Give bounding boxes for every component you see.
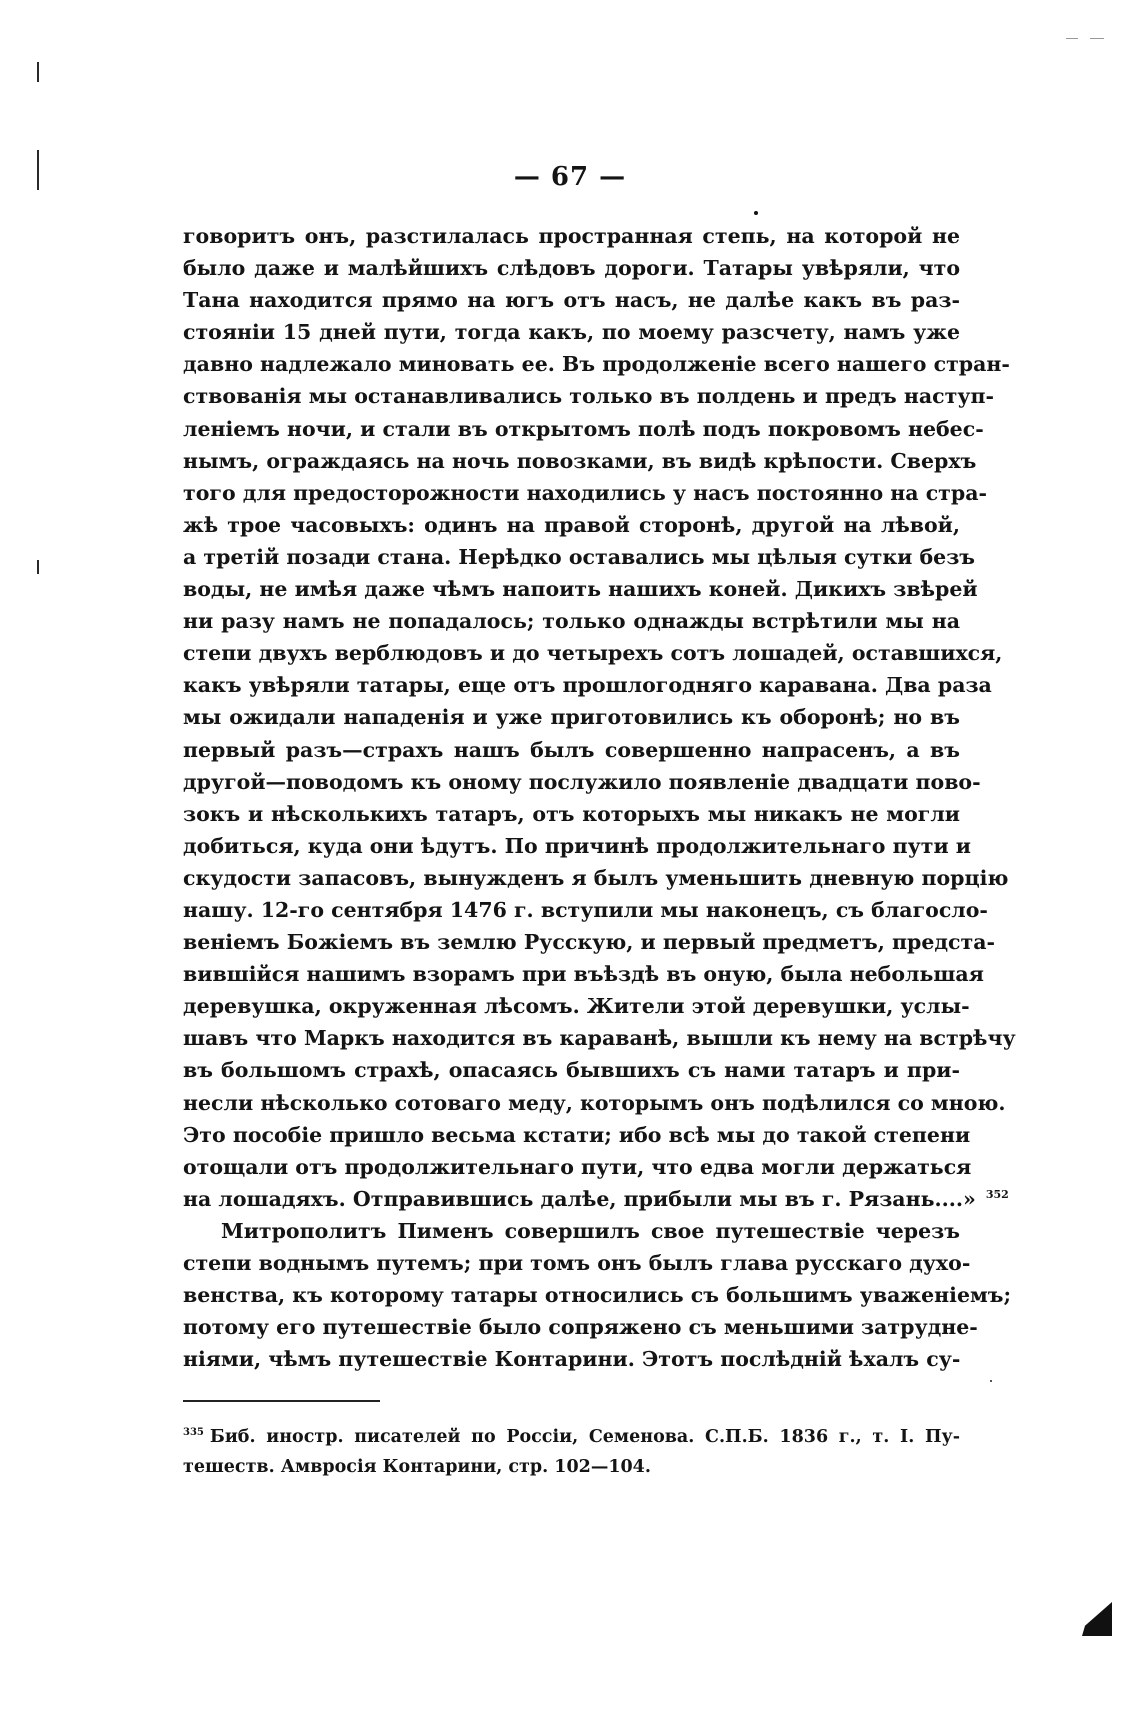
text-line: нымъ, ограждаясь на ночь повозками, въ видѣ крѣпости. Сверхъ bbox=[183, 448, 977, 473]
text-line: было даже и малѣйшихъ слѣдовъ дороги. Татары увѣряли, что bbox=[183, 256, 960, 281]
scan-edge-mark bbox=[1066, 38, 1078, 39]
text-line: степи двухъ верблюдовъ и до четырехъ сотъ лошадей, оставшихся, bbox=[183, 641, 1003, 666]
text-line: другой—поводомъ къ оному послужило появленіе двадцати пово- bbox=[183, 769, 981, 794]
text-line: а третій позади стана. Нерѣдко оставались мы цѣлыя сутки безъ bbox=[183, 544, 976, 569]
scan-edge-mark bbox=[37, 62, 39, 82]
scan-speck bbox=[754, 211, 758, 215]
page-corner-mark bbox=[1082, 1602, 1112, 1636]
text-line: говоритъ онъ, разстилалась пространная степь, на которой не bbox=[183, 224, 960, 248]
text-line: нашу. 12-го сентября 1476 г. вступили мы наконецъ, съ благосло- bbox=[183, 897, 988, 922]
main-text bbox=[183, 220, 1016, 1375]
text-line: скудости запасовъ, вынужденъ я былъ уменьшить дневную порцію bbox=[183, 865, 1009, 890]
text-line: Это пособіе пришло весьма кстати; ибо всѣ мы до такой степени bbox=[183, 1122, 971, 1147]
paragraph-line: потому его путешествіе было сопряжено съ меньшими затрудне- bbox=[183, 1315, 978, 1340]
text-line: мы ожидали нападенія и уже приготовились къ оборонѣ; но въ bbox=[183, 705, 960, 730]
scan-speck bbox=[990, 1380, 992, 1382]
text-line: какъ увѣряли татары, еще отъ прошлогодняго каравана. Два раза bbox=[183, 673, 992, 698]
paragraph-line: ніями, чѣмъ путешествіе Контарини. Этотъ послѣдній ѣхалъ су- bbox=[183, 1347, 961, 1372]
footnote-divider bbox=[183, 1400, 380, 1402]
footnote bbox=[183, 1422, 960, 1482]
footnote-line bbox=[183, 1422, 960, 1452]
paragraph-line: венства, къ которому татары относились съ большимъ уваженіемъ; bbox=[183, 1283, 1012, 1308]
paragraph-line: степи воднымъ путемъ; при томъ онъ былъ глава русскаго духо- bbox=[183, 1251, 971, 1275]
text-line: въ большомъ страхѣ, опасаясь бывшихъ съ нами татаръ и при- bbox=[183, 1058, 960, 1083]
text-line: первый разъ—страхъ нашъ былъ совершенно напрасенъ, а въ bbox=[183, 737, 960, 762]
text-line: добиться, куда они ѣдутъ. По причинѣ продолжительнаго пути и bbox=[183, 833, 971, 858]
text-line: давно надлежало миновать ее. Въ продолженіе всего нашего стран- bbox=[183, 352, 1010, 377]
text-line: леніемъ ночи, и стали въ открытомъ полѣ подъ покровомъ небес- bbox=[183, 416, 984, 441]
text-line: отощали отъ продолжительнаго пути, что едва могли держаться bbox=[183, 1154, 972, 1179]
text-line: воды, не имѣя даже чѣмъ напоить нашихъ коней. Дикихъ звѣрей bbox=[183, 577, 978, 602]
text-line: несли нѣсколько сотоваго меду, которымъ онъ подѣлился со мною. bbox=[183, 1090, 1006, 1115]
text-line: вившійся нашимъ взорамъ при въѣздѣ въ оную, была небольшая bbox=[183, 962, 984, 987]
text-line: ни разу намъ не попадалось; только однажды встрѣтили мы на bbox=[183, 609, 960, 634]
scan-edge-mark bbox=[1090, 38, 1104, 39]
paragraph-line: Митрополитъ Пименъ совершилъ свое путешествіе черезъ bbox=[221, 1218, 960, 1243]
footnote-line: тешеств. Амвросія Контарини, стр. 102—104. bbox=[183, 1457, 651, 1477]
text-line: стояніи 15 дней пути, тогда какъ, по моему разсчету, намъ уже bbox=[183, 320, 960, 345]
text-line: жѣ трое часовыхъ: одинъ на правой сторонѣ, другой на лѣвой, bbox=[183, 512, 960, 537]
text-line: того для предосторожности находились у насъ постоянно на стра- bbox=[183, 480, 988, 505]
footnote-reference: 352 bbox=[985, 1187, 1009, 1201]
text-line: Тана находится прямо на югъ отъ насъ, не далѣе какъ въ раз- bbox=[183, 288, 960, 313]
footnote-text: Биб. иностр. писателей по Россіи, Семенова. С.П.Б. 1836 г., т. I. Пу- bbox=[209, 1427, 960, 1447]
page-number: — 67 — bbox=[513, 162, 627, 192]
scan-edge-mark bbox=[37, 560, 39, 574]
text-line: деревушка, окруженная лѣсомъ. Жители этой деревушки, услы- bbox=[183, 994, 970, 1019]
text-line-with-note bbox=[183, 1183, 1009, 1215]
text-line: на лошадяхъ. Отправившись далѣе, прибыли мы въ г. Рязань....» bbox=[183, 1186, 976, 1211]
text-line: зокъ и нѣсколькихъ татаръ, отъ которыхъ мы никакъ не могли bbox=[183, 801, 960, 826]
text-line: шавъ что Маркъ находится въ караванѣ, вышли къ нему на встрѣчу bbox=[183, 1026, 1016, 1051]
text-line: веніемъ Божіемъ въ землю Русскую, и первый предметъ, предста- bbox=[183, 930, 996, 955]
footnote-mark: 335 bbox=[183, 1427, 204, 1439]
text-line: ствованія мы останавливались только въ полдень и предъ наступ- bbox=[183, 384, 994, 409]
